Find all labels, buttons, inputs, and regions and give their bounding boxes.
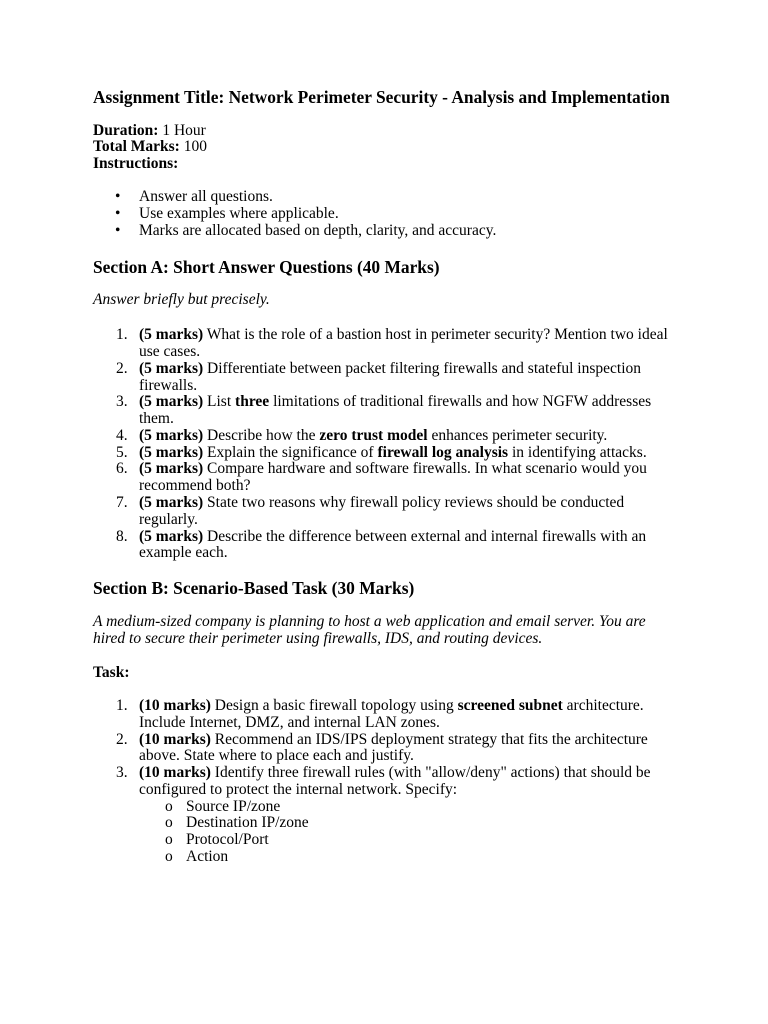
question-number: 7.	[116, 493, 128, 511]
question-marks: (5 marks)	[139, 460, 204, 478]
instructions-list	[93, 189, 676, 239]
specify-item	[139, 849, 676, 866]
question-number: 3.	[116, 393, 128, 411]
question-item	[93, 394, 676, 428]
section-a-questions	[93, 327, 676, 562]
instructions-label-text: Instructions:	[93, 155, 179, 173]
section-a-heading: Section A: Short Answer Questions (40 Marks)	[93, 257, 440, 278]
task-item	[93, 698, 676, 732]
question-emphasis: firewall log analysis	[377, 443, 509, 461]
instruction-text: Answer all questions.	[139, 188, 273, 206]
question-marks: (5 marks)	[139, 493, 204, 511]
question-number: 4.	[116, 426, 128, 444]
bullet-marker: •	[115, 204, 121, 222]
total-marks-value: 100	[183, 138, 207, 156]
task-number: 1.	[116, 697, 128, 715]
sub-bullet-marker: o	[165, 814, 173, 832]
document-page	[93, 86, 676, 866]
task-label-text: Task:	[93, 664, 130, 682]
instructions-label	[93, 156, 676, 173]
specify-item	[139, 799, 676, 816]
question-item	[93, 445, 676, 462]
instruction-text: Marks are allocated based on depth, clarity, and accuracy.	[139, 221, 497, 239]
specify-item	[139, 832, 676, 849]
question-number: 6.	[116, 460, 128, 478]
question-text-after: in identifying attacks.	[511, 443, 647, 461]
question-number: 2.	[116, 359, 128, 377]
instruction-item	[93, 206, 676, 223]
duration-value: 1 Hour	[162, 121, 206, 139]
task-label	[93, 665, 676, 682]
sub-bullet-marker: o	[165, 847, 173, 865]
assignment-title: Assignment Title: Network Perimeter Security - Analysis and Implementation	[93, 86, 670, 107]
task-emphasis: screened subnet	[457, 697, 563, 715]
question-text: Explain the significance of	[207, 443, 374, 461]
task-text-after: architecture. Include Internet, DMZ, and internal LAN zones.	[139, 697, 644, 731]
task-marks: (10 marks)	[139, 697, 211, 715]
question-number: 1.	[116, 326, 128, 344]
total-marks-label: Total Marks:	[93, 138, 180, 156]
task-text: Design a basic firewall topology using	[214, 697, 454, 715]
question-emphasis: zero trust model	[319, 426, 428, 444]
task-text: Identify three firewall rules (with "allow/deny" actions) that should be configured to protect the internal network. Specify:	[139, 764, 651, 798]
question-item	[93, 428, 676, 445]
section-b-scenario: A medium-sized company is planning to host a web application and email server. You are hired to secure their perimeter using firewalls, IDS, and routing devices.	[93, 613, 646, 647]
question-text-after: limitations of traditional firewalls and how NGFW addresses them.	[139, 393, 652, 428]
section-b-heading: Section B: Scenario-Based Task (30 Marks)	[93, 578, 415, 599]
question-text: Differentiate between packet filtering firewalls and stateful inspection firewalls.	[139, 359, 642, 394]
question-marks: (5 marks)	[139, 527, 204, 545]
question-marks: (5 marks)	[139, 326, 204, 344]
question-emphasis: three	[235, 393, 270, 411]
question-marks: (5 marks)	[139, 426, 204, 444]
section-a-intro: Answer briefly but precisely.	[93, 291, 270, 309]
section-b-tasks	[93, 698, 676, 866]
question-text: Compare hardware and software firewalls. In what scenario would you recommend both?	[139, 460, 647, 495]
sub-bullet-marker: o	[165, 831, 173, 849]
question-text: Describe how the	[207, 426, 316, 444]
duration-line	[93, 123, 676, 140]
instruction-item	[93, 189, 676, 206]
task-number: 2.	[116, 730, 128, 748]
instruction-text: Use examples where applicable.	[139, 204, 339, 222]
question-item	[93, 495, 676, 529]
bullet-marker: •	[115, 221, 121, 239]
question-item	[93, 529, 676, 563]
question-item	[93, 327, 676, 361]
task-item	[93, 765, 676, 866]
question-number: 5.	[116, 443, 128, 461]
specify-text: Source IP/zone	[186, 797, 281, 815]
question-marks: (5 marks)	[139, 443, 204, 461]
task-text: Recommend an IDS/IPS deployment strategy that fits the architecture above. State where to place each and justify.	[139, 730, 648, 765]
duration-label: Duration:	[93, 121, 159, 139]
specify-item	[139, 815, 676, 832]
question-item	[93, 361, 676, 395]
task-marks: (10 marks)	[139, 764, 211, 782]
instruction-item	[93, 223, 676, 240]
task-number: 3.	[116, 764, 128, 782]
question-item	[93, 461, 676, 495]
total-marks-line	[93, 139, 676, 156]
task-marks: (10 marks)	[139, 730, 211, 748]
question-number: 8.	[116, 527, 128, 545]
specify-text: Protocol/Port	[186, 831, 269, 849]
question-text: State two reasons why firewall policy reviews should be conducted regularly.	[139, 493, 625, 528]
question-marks: (5 marks)	[139, 393, 204, 411]
question-text-after: enhances perimeter security.	[431, 426, 608, 444]
task-item	[93, 732, 676, 766]
specify-text: Action	[186, 847, 229, 865]
question-marks: (5 marks)	[139, 359, 204, 377]
sub-bullet-marker: o	[165, 797, 173, 815]
specify-list	[139, 799, 676, 866]
question-text: List	[207, 393, 232, 411]
question-text: What is the role of a bastion host in perimeter security? Mention two ideal use cases.	[139, 326, 668, 361]
question-text: Describe the difference between external and internal firewalls with an example each.	[139, 527, 647, 562]
bullet-marker: •	[115, 188, 121, 206]
specify-text: Destination IP/zone	[186, 814, 309, 832]
